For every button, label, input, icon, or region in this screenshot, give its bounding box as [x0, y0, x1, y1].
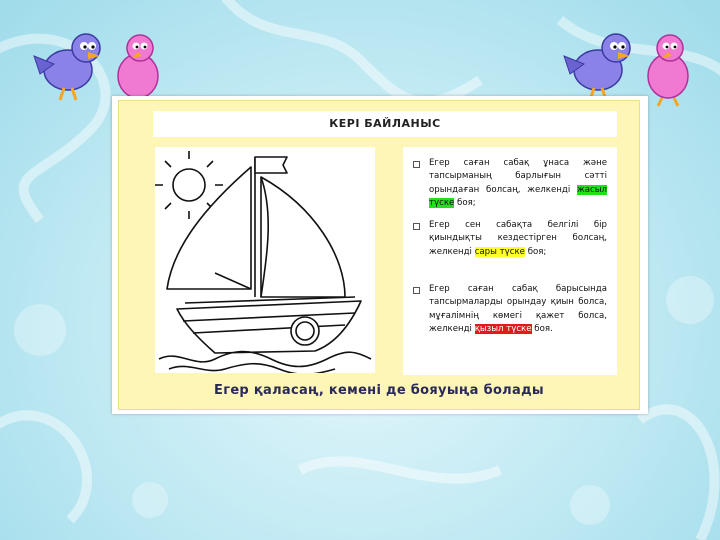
footer-caption: Егер қаласаң, кемені де бояуыңа болады: [214, 383, 544, 398]
bullet-square-icon: [413, 287, 420, 294]
sailboat-picture-box: [155, 147, 375, 373]
bullet-square-icon: [413, 161, 420, 168]
blue-bird-icon: [560, 26, 642, 106]
instructions-box: [403, 147, 617, 375]
card-title: КЕРІ БАЙЛАНЫС: [153, 111, 617, 137]
blue-bird-icon: [30, 26, 112, 106]
highlight-yellow: сары түске: [474, 246, 525, 257]
instruction-text: Егер саған сабақ ұнаса және тапсырманың барлығын сәтті орындаған болсаң, желкенді жасыл түске боя;: [429, 158, 607, 208]
slide-panel: [112, 96, 648, 414]
sailboat-coloring-picture: [155, 147, 375, 373]
feedback-card: [118, 100, 640, 410]
bullet-square-icon: [413, 223, 420, 230]
highlight-red: қызыл түске: [474, 323, 532, 334]
instruction-text: Егер сен сабақта белгілі бір қиындықты кездестірген болсаң, желкенді сары түске боя;: [429, 220, 607, 257]
instruction-text: Егер саған сабақ барысында тапсырмаларды орындау қиын болса, мұғалімнің көмегі қажет болса, желкенді қызыл түске боя.: [429, 284, 607, 334]
highlight-green: жасыл түске: [429, 184, 607, 208]
